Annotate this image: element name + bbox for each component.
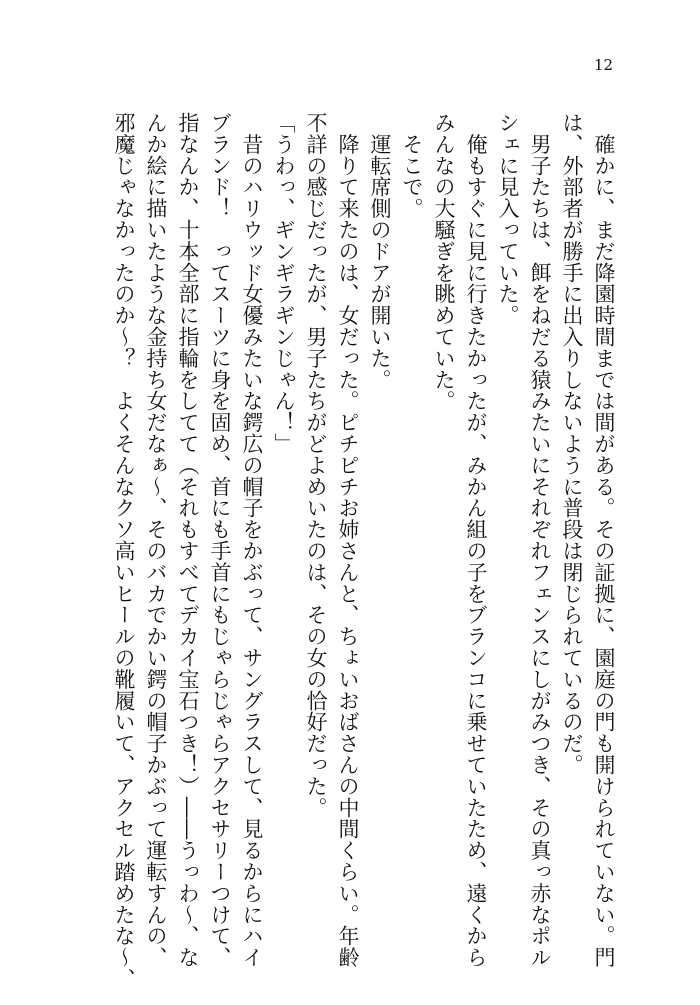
text-line: 邪魔じゃなかったのか～？ よくそんなクソ高いヒールの靴履いて、アクセル踏めたな～、 bbox=[112, 112, 136, 990]
text-line: 「うわっ、ギンギラギンじゃん！」 bbox=[272, 112, 296, 455]
text-line: 運転席側のドアが開いた。 bbox=[368, 112, 392, 391]
text-line: 男子たちは、餌をねだる猿みたいにそれぞれフェンスにしがみつき、その真っ赤なポル bbox=[528, 112, 552, 968]
text-line: は、外部者が勝手に出入りしないように普段は閉じられているのだ。 bbox=[560, 112, 584, 776]
text-line: 昔のハリウッド女優みたいな鍔広の帽子をかぶって、サングラスして、見るからにハイ bbox=[240, 112, 264, 968]
text-line: そこで。 bbox=[400, 112, 424, 219]
text-line: ブランド！ ってスーツに身を固め、首にも手首にもじゃらじゃらアクセサリーつけて、 bbox=[208, 112, 232, 968]
page-number: 12 bbox=[594, 56, 614, 74]
text-line: 指なんか、十本全部に指輪をしてて（それもすべてデカイ宝石つき！）――うっわ～、な bbox=[176, 112, 200, 968]
text-line: んか絵に描いたような金持ち女だなぁ～、そのバカでかい鍔の帽子かぶって運転すんの、 bbox=[144, 112, 168, 968]
text-line: 俺もすぐに見に行きたかったが、みかん組の子をブランコに乗せていたため、遠くから bbox=[464, 112, 488, 968]
text-line: 確かに、まだ降園時間までは間がある。その証拠に、園庭の門も開けられていない。門 bbox=[592, 112, 616, 968]
text-line: 降りて来たのは、女だった。ピチピチお姉さんと、ちょいおばさんの中間くらい。年齢 bbox=[336, 112, 360, 968]
text-line: シェに見入っていた。 bbox=[496, 112, 520, 326]
text-line: みんなの大騒ぎを眺めていた。 bbox=[432, 112, 456, 412]
text-line: 不詳の感じだったが、男子たちがどよめいたのは、その女の恰好だった。 bbox=[304, 112, 328, 819]
vertical-text-body bbox=[100, 112, 620, 990]
